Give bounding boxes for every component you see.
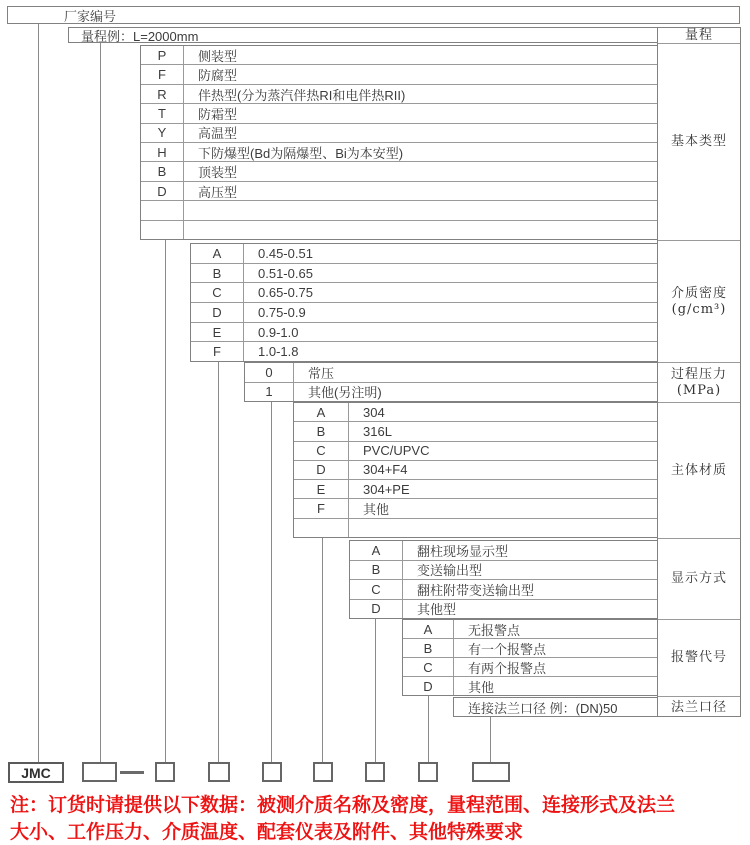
model-field-box-display [365,762,385,782]
desc-cell: 304 [363,404,385,420]
section-alarm-code [402,619,657,696]
connector-line [38,24,39,762]
table-row [403,658,657,677]
code-cell [294,519,349,537]
manufacturer-label: 厂家编号 [64,8,117,24]
desc-cell: 304+PE [363,481,410,497]
desc-cell: 其他型 [417,602,457,618]
desc-cell: 高压型 [198,184,238,200]
code-cell: R [141,85,184,103]
table-row [141,46,657,65]
category-label: 报警代号 [670,650,727,665]
desc-cell: 常压 [308,365,335,381]
desc-cell: 高温型 [198,126,238,142]
table-row [141,65,657,84]
manufacturer-row [7,6,740,24]
desc-cell: 304+F4 [363,462,408,478]
section-basic-type [140,45,657,240]
desc-cell: 变送输出型 [417,563,483,579]
category-label: 基本类型 [670,134,727,149]
code-cell [141,221,184,239]
connector-line [375,619,376,762]
table-row [141,124,657,143]
category-cell-range [658,28,740,44]
code-cell: E [191,323,244,342]
connector-line [100,43,101,762]
section-medium-density [190,243,657,362]
table-row [141,104,657,123]
code-cell: F [294,499,349,517]
table-row [294,480,657,499]
table-row [350,541,657,561]
connector-line [218,362,219,762]
code-cell: B [141,162,184,180]
code-cell: A [350,541,403,560]
table-row [294,519,657,537]
table-row [245,383,657,402]
table-row [141,221,657,239]
desc-cell: 0.45-0.51 [258,245,313,261]
code-cell [141,201,184,219]
category-sublabel: (g/cm³) [671,301,727,317]
table-row [191,264,657,284]
connector-line [322,538,323,762]
category-cell-basic [658,44,740,241]
desc-cell: 0.9-1.0 [258,324,299,340]
category-cell-material [658,403,740,539]
desc-cell: 下防爆型(Bd为隔爆型、Bi为本安型) [198,145,404,161]
category-cell-display [658,539,740,620]
table-row [141,201,657,220]
category-label: 介质密度 [670,285,727,301]
category-label: 显示方式 [670,571,727,586]
desc-cell: 翻柱附带变送输出型 [417,582,535,598]
model-field-box-pressure [262,762,282,782]
code-cell: 1 [245,383,294,402]
code-cell: C [294,442,349,460]
order-note [10,792,746,845]
table-row [350,580,657,600]
table-row [191,342,657,361]
category-cell-pressure [658,363,740,403]
dash-separator [120,771,144,774]
category-cell-flange [658,697,740,718]
model-field-box-material [313,762,333,782]
code-cell: F [191,342,244,361]
range-example-label: 量程例：L=2000mm [81,28,199,44]
code-cell: 0 [245,363,294,382]
table-row [191,283,657,303]
code-cell: T [141,104,184,122]
category-label: 过程压力 [670,366,727,382]
desc-cell: 0.75-0.9 [258,304,306,320]
section-body-material [293,402,657,538]
table-row [141,143,657,162]
connector-line [490,717,491,762]
code-cell: A [403,620,454,638]
table-row [191,323,657,343]
note-line-1: 注：订货时请提供以下数据：被测介质名称及密度，量程范围、连接形式及法兰 [10,795,676,816]
table-row [403,620,657,639]
desc-cell: 有两个报警点 [468,660,547,676]
code-cell: D [191,303,244,322]
desc-cell: 其他 [468,679,495,695]
table-row [191,244,657,264]
table-row [350,600,657,619]
model-field-box-alarm [418,762,438,782]
code-cell: A [191,244,244,263]
table-row [294,499,657,518]
code-cell: C [403,658,454,676]
code-cell: B [350,561,403,580]
desc-cell: 伴热型(分为蒸汽伴热RI和电伴热RII) [198,87,406,103]
model-field-box-density [208,762,230,782]
table-row [245,363,657,383]
desc-cell: 有一个报警点 [468,641,547,657]
desc-cell: 翻柱现场显示型 [417,543,509,559]
desc-cell: 防霜型 [198,106,238,122]
table-row [403,639,657,658]
code-cell: D [294,461,349,479]
section-display-mode [349,540,657,619]
desc-cell: PVC/UPVC [363,443,430,459]
desc-cell [184,221,657,239]
category-label: 主体材质 [670,462,727,478]
code-cell: A [294,403,349,421]
table-row [294,461,657,480]
desc-cell: 1.0-1.8 [258,344,299,360]
range-row [68,27,657,43]
table-row [454,698,657,716]
model-field-box-basic [155,762,175,782]
table-row [403,677,657,695]
desc-cell: 侧装型 [198,48,238,64]
desc-cell [184,201,657,219]
desc-cell: 防腐型 [198,68,238,84]
desc-cell: 无报警点 [468,622,521,638]
category-cell-alarm [658,620,740,697]
note-line-2: 大小、工作压力、介质温度、配套仪表及附件、其他特殊要求 [10,822,524,843]
desc-cell: 0.65-0.75 [258,285,313,301]
table-row [294,442,657,461]
table-row [294,403,657,422]
table-row [141,182,657,201]
code-cell: D [350,600,403,619]
table-row [191,303,657,323]
code-cell: F [141,65,184,83]
desc-cell [349,519,657,537]
code-cell: Y [141,124,184,142]
code-cell: B [191,264,244,283]
table-row [141,85,657,104]
code-cell: E [294,480,349,498]
category-label: 法兰口径 [670,699,727,715]
code-cell: B [294,422,349,440]
model-field-box-range [82,762,117,782]
table-row [294,422,657,441]
desc-cell: 顶装型 [198,165,238,181]
category-label: 量程 [684,27,713,43]
code-cell: D [403,677,454,695]
code-cell: H [141,143,184,161]
category-cell-density [658,241,740,363]
desc-cell: 连接法兰口径 例：(DN)50 [468,700,618,716]
connector-line [271,402,272,762]
code-cell: C [191,283,244,302]
model-prefix-box: JMC [8,762,64,783]
section-process-pressure [244,362,657,402]
model-field-box-flange [472,762,510,782]
category-column [657,27,741,717]
code-cell: P [141,46,184,64]
code-cell: D [141,182,184,200]
desc-cell: 316L [363,423,392,439]
connector-line [165,240,166,762]
desc-cell: 0.51-0.65 [258,265,313,281]
table-row [350,561,657,581]
code-cell: B [403,639,454,657]
desc-cell: 其他 [363,502,390,518]
category-sublabel: (MPa) [676,382,722,398]
table-row [141,162,657,181]
connector-line [428,696,429,762]
desc-cell: 其他(另注明) [308,385,382,401]
code-cell: C [350,580,403,599]
section-flange-size [453,697,657,717]
